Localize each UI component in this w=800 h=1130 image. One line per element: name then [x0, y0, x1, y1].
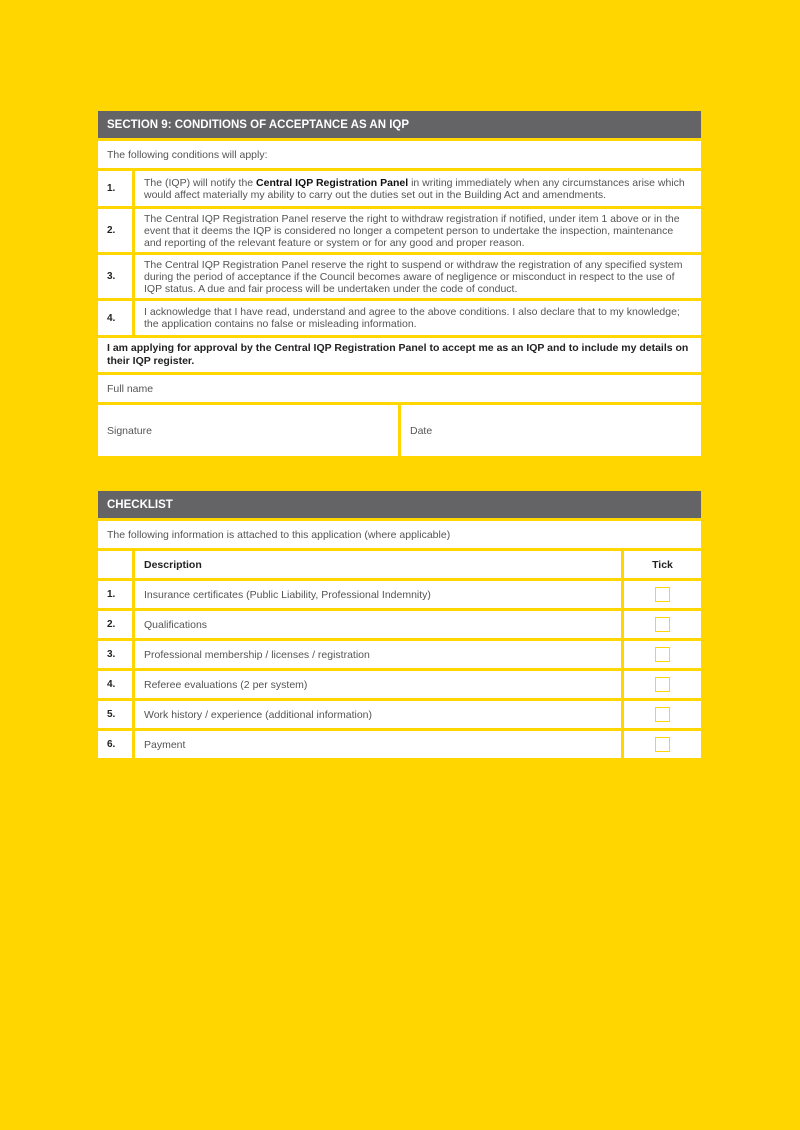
checklist-header-row — [98, 551, 701, 578]
checklist-label: Insurance certificates (Public Liability, Professional Indemnity) — [135, 581, 621, 608]
full-name-field[interactable]: Full name — [98, 375, 701, 402]
condition-text-pre: The (IQP) will notify the — [144, 176, 257, 189]
tick-checkbox[interactable] — [655, 737, 670, 752]
checklist-tick-cell — [624, 701, 701, 728]
tick-checkbox[interactable] — [655, 707, 670, 722]
checklist-intro: The following information is attached to this application (where applicable) — [98, 521, 701, 548]
condition-number: 2. — [98, 209, 132, 252]
checklist-number: 1. — [98, 581, 132, 608]
declaration-row — [98, 338, 701, 372]
condition-number: 1. — [98, 171, 132, 206]
condition-row — [98, 255, 701, 298]
checklist-number: 3. — [98, 641, 132, 668]
conditions-intro: The following conditions will apply: — [98, 141, 701, 168]
checklist-number: 6. — [98, 731, 132, 758]
condition-text: The Central IQP Registration Panel reserve the right to suspend or withdraw the registration of any specified system during the period of acceptance if the Council becomes aware of negligence or misconduct in respect to the use of IQP status. A due and fair process will be undertaken under the code of conduct. — [135, 255, 701, 298]
checklist-title: CHECKLIST — [98, 491, 701, 518]
tick-checkbox[interactable] — [655, 647, 670, 662]
condition-row — [98, 209, 701, 252]
checklist-row — [98, 581, 701, 608]
condition-row — [98, 171, 701, 206]
checklist-tick-cell — [624, 731, 701, 758]
checklist-label: Work history / experience (additional information) — [135, 701, 621, 728]
section-9-title: SECTION 9: CONDITIONS OF ACCEPTANCE AS AN IQP — [98, 111, 701, 138]
full-name-row[interactable] — [98, 375, 701, 402]
declaration-text: I am applying for approval by the Central IQP Registration Panel to accept me as an IQP and to include my details on their IQP register. — [98, 338, 701, 372]
condition-row — [98, 301, 701, 335]
signature-field[interactable]: Signature — [98, 405, 398, 456]
checklist-row — [98, 701, 701, 728]
checklist-label: Qualifications — [135, 611, 621, 638]
condition-number: 4. — [98, 301, 132, 335]
checklist-tick-cell — [624, 611, 701, 638]
condition-text: I acknowledge that I have read, understand and agree to the above conditions. I also declare that to my knowledge; the application contains no false or misleading information. — [135, 301, 701, 335]
condition-text-bold: Central IQP Registration Panel — [256, 176, 409, 189]
checklist-header-num — [98, 551, 132, 578]
section-9 — [98, 111, 701, 459]
checklist-number: 4. — [98, 671, 132, 698]
conditions-intro-row — [98, 141, 701, 168]
checklist-label: Payment — [135, 731, 621, 758]
checklist-label: Professional membership / licenses / registration — [135, 641, 621, 668]
tick-checkbox[interactable] — [655, 677, 670, 692]
checklist-row — [98, 641, 701, 668]
condition-text-post: in writing immediately when any circumstances arise which would affect materially my ability to carry out the duties set out in the Building Act and amendments. — [144, 176, 685, 201]
checklist-number: 2. — [98, 611, 132, 638]
condition-text — [135, 171, 701, 206]
condition-number: 3. — [98, 255, 132, 298]
checklist-number: 5. — [98, 701, 132, 728]
checklist-row — [98, 671, 701, 698]
checklist-tick-cell — [624, 671, 701, 698]
column-header-description: Description — [135, 551, 621, 578]
tick-checkbox[interactable] — [655, 617, 670, 632]
checklist-intro-row — [98, 521, 701, 548]
checklist-label: Referee evaluations (2 per system) — [135, 671, 621, 698]
column-header-tick: Tick — [624, 551, 701, 578]
checklist-tick-cell — [624, 581, 701, 608]
tick-checkbox[interactable] — [655, 587, 670, 602]
date-field[interactable]: Date — [401, 405, 701, 456]
checklist-section — [98, 491, 701, 761]
condition-text: The Central IQP Registration Panel reserve the right to withdraw registration if notified, under item 1 above or in the event that it deems the IQP is considered no longer a competent person to undertake the inspection, maintenance and reporting of the relevant feature or system or for any good and proper reason. — [135, 209, 701, 252]
checklist-tick-cell — [624, 641, 701, 668]
checklist-row — [98, 731, 701, 758]
signature-date-row — [98, 405, 701, 456]
checklist-row — [98, 611, 701, 638]
